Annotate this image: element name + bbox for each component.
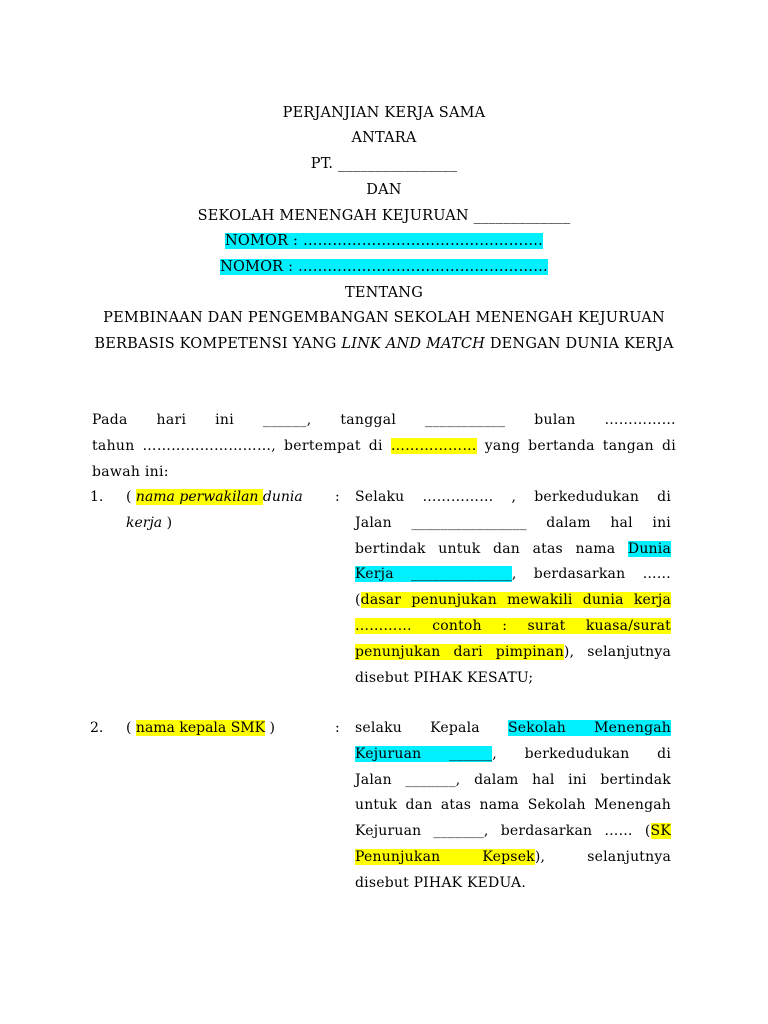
title-line-4: DAN: [366, 182, 402, 198]
party-1-number: 1.: [90, 489, 104, 505]
title-line-3: PT. ________________: [310, 156, 458, 172]
intro-2-highlight: ………………: [390, 437, 477, 454]
party-1-name-highlight: nama perwakilan: [135, 489, 263, 505]
p2-line-5: [355, 819, 671, 845]
p1-5a: (: [355, 592, 361, 609]
p1-7-highlight: penunjukan dari pimpinan: [355, 643, 564, 660]
p1-4b: , berdasarkan ……: [511, 566, 671, 583]
party-1-description: [355, 485, 671, 691]
p1-line-8: disebut PIHAK KESATU;: [355, 669, 534, 686]
p2-line-1: [355, 716, 671, 742]
p1-3a: bertindak untuk dan atas nama: [355, 540, 628, 557]
intro-line-2: [92, 434, 676, 460]
subject-2-post: DENGAN DUNIA KERJA: [485, 336, 674, 352]
p2-5a: Kejuruan _______, berdasarkan …… (: [355, 823, 651, 840]
tentang-line: TENTANG: [345, 285, 423, 301]
p2-6b: ), selanjutnya: [534, 848, 672, 865]
p1-line-2: Jalan ________________ dalam hal ini: [355, 514, 671, 531]
nomor-2-text: NOMOR : ……………………………………………: [220, 259, 548, 275]
p2-2b: , berkedudukan di: [492, 745, 671, 762]
intro-word: tanggal: [340, 412, 397, 428]
nomor-line-1: [0, 232, 768, 250]
intro-word: hari: [156, 412, 187, 428]
intro-word: ini: [215, 412, 235, 428]
p2-5-highlight: SK: [650, 823, 671, 840]
intro-word: Pada: [92, 412, 128, 428]
subject-2-italic: LINK AND MATCH: [341, 336, 486, 352]
p2-line-2: [355, 742, 671, 768]
p2-line-7: disebut PIHAK KEDUA.: [355, 874, 526, 891]
p2-line-6: [355, 845, 671, 871]
p2-line-3: Jalan _______, dalam hal ini bertindak: [355, 771, 671, 788]
party-1-colon: :: [335, 489, 340, 505]
intro-line-1: [92, 408, 676, 434]
party-2-number: 2.: [90, 720, 104, 736]
p1-4-highlight: Kerja ______________: [355, 566, 512, 583]
p2-1-highlight: Sekolah Menengah: [507, 720, 671, 736]
intro-line-3: bawah ini:: [92, 463, 169, 480]
party-1-open: (: [126, 489, 136, 505]
intro-2b: yang bertanda tangan di: [476, 437, 676, 454]
subject-line-2: [0, 335, 768, 353]
intro-paragraph: [92, 408, 676, 485]
nomor-1-text: NOMOR : ………………………………………….: [225, 233, 543, 249]
party-2-colon: :: [335, 720, 340, 736]
party-1-name: [126, 485, 326, 537]
p1-7b: ), selanjutnya: [563, 643, 671, 660]
intro-word: ……………: [604, 412, 676, 428]
p2-2-highlight: Kejuruan ______: [355, 745, 493, 762]
subject-line-1: PEMBINAAN DAN PENGEMBANGAN SEKOLAH MENENGAH KEJURUAN: [103, 310, 665, 326]
intro-word: bulan: [534, 412, 576, 428]
party-2-description: [355, 716, 671, 897]
intro-word: ___________: [425, 412, 506, 428]
p1-line-3: [355, 537, 671, 563]
title-line-5: SEKOLAH MENENGAH KEJURUAN _____________: [197, 208, 571, 224]
subject-2-pre: BERBASIS KOMPETENSI YANG: [94, 336, 342, 352]
title-line-1: PERJANJIAN KERJA SAMA: [282, 105, 486, 121]
p2-1a: selaku Kepala: [355, 720, 508, 736]
p1-line-5: [355, 588, 671, 614]
p2-6-highlight: Penunjukan Kepsek: [355, 848, 535, 865]
nomor-line-2: [0, 258, 768, 276]
party-2-open: (: [126, 720, 136, 736]
p1-line-7: [355, 640, 671, 666]
intro-word: ______,: [262, 412, 312, 428]
party-1-name-italic: dunia: [262, 489, 303, 505]
title-line-2: ANTARA: [351, 130, 417, 146]
party-1-close: ): [162, 514, 173, 531]
p1-line-4: [355, 562, 671, 588]
party-2-name-highlight: nama kepala SMK: [135, 720, 266, 736]
p1-3-highlight: Dunia: [627, 540, 671, 557]
p1-5-highlight: dasar penunjukan mewakili dunia kerja: [360, 592, 671, 609]
party-2-name: [126, 716, 326, 742]
intro-2a: tahun ………………………, bertempat di: [92, 437, 391, 454]
party-2-close: ): [265, 720, 276, 736]
p1-6-highlight: ………… contoh : surat kuasa/surat: [355, 617, 671, 634]
p2-line-4: untuk dan atas nama Sekolah Menengah: [355, 797, 671, 814]
p1-line-1: Selaku …………… , berkedudukan di: [355, 489, 671, 505]
p1-line-6: [355, 614, 671, 640]
party-1-name-line-2: kerja: [126, 514, 163, 531]
